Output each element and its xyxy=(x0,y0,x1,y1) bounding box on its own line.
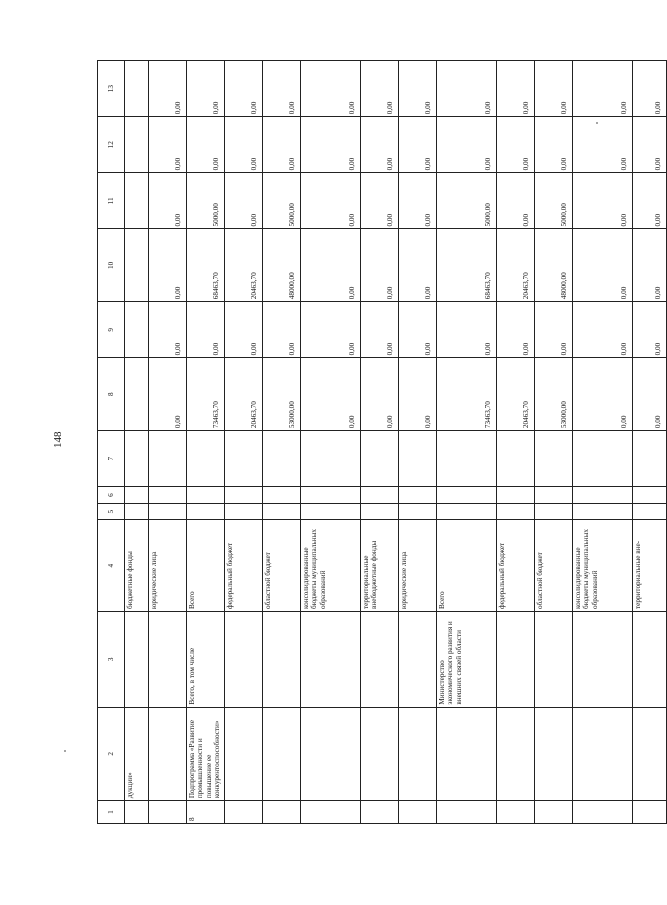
table-cell-col12: 0,00 xyxy=(225,117,263,173)
table-cell-col4: юридические лица xyxy=(149,520,187,611)
table-cell-col1 xyxy=(149,801,187,824)
table-cell-col11: 5000,00 xyxy=(437,173,497,229)
table-row xyxy=(573,61,633,824)
table-cell-col8: 0,00 xyxy=(301,358,361,431)
table-cell-col5 xyxy=(633,503,667,520)
table-cell-col12: 0,00 xyxy=(301,117,361,173)
table-cell-col6 xyxy=(535,487,573,504)
table-cell-col11: 0,00 xyxy=(225,173,263,229)
table-cell-col3 xyxy=(535,611,573,707)
table-cell-col8: 0,00 xyxy=(361,358,399,431)
table-cell-col9: 0,00 xyxy=(149,302,187,358)
table-cell-col6 xyxy=(437,487,497,504)
table-row xyxy=(535,61,573,824)
table-cell-col13: 0,00 xyxy=(573,61,633,117)
table-cell-col11: 0,00 xyxy=(399,173,437,229)
table-cell-col11 xyxy=(125,173,149,229)
table-cell-col9: 0,00 xyxy=(361,302,399,358)
col-header: 4 xyxy=(98,520,125,611)
table-cell-col1 xyxy=(437,801,497,824)
table-cell-col3 xyxy=(301,611,361,707)
page-number: 148 xyxy=(52,431,64,448)
table-cell-col12: 0,00 xyxy=(633,117,667,173)
scan-speck xyxy=(64,750,66,752)
table-row xyxy=(225,61,263,824)
table-cell-col6 xyxy=(497,487,535,504)
table-cell-col3 xyxy=(263,611,301,707)
table-cell-col7 xyxy=(361,431,399,487)
table-cell-col4: бюджетные фонды xyxy=(125,520,149,611)
table-cell-col1: 8 xyxy=(187,801,225,824)
col-header: 11 xyxy=(98,173,125,229)
table-cell-col1 xyxy=(497,801,535,824)
table-cell-col5 xyxy=(149,503,187,520)
table-cell-col13: 0,00 xyxy=(149,61,187,117)
table-cell-col5 xyxy=(361,503,399,520)
table-cell-col7 xyxy=(633,431,667,487)
col-header: 5 xyxy=(98,503,125,520)
table-cell-col4: территориальные вне- xyxy=(633,520,667,611)
table-cell-col2 xyxy=(361,707,399,801)
table-cell-col2 xyxy=(437,707,497,801)
table-cell-col10: 0,00 xyxy=(573,229,633,302)
table-cell-col10: 48000,00 xyxy=(535,229,573,302)
table-cell-col4: консолидированные бюджеты муниципальных образований xyxy=(301,520,361,611)
table-cell-col10: 20463,70 xyxy=(225,229,263,302)
header-row xyxy=(98,61,125,824)
table-cell-col6 xyxy=(125,487,149,504)
table-row xyxy=(187,61,225,824)
table-cell-col12: 0,00 xyxy=(187,117,225,173)
table-cell-col4: юридические лица xyxy=(399,520,437,611)
table-cell-col6 xyxy=(399,487,437,504)
table-cell-col3 xyxy=(149,611,187,707)
col-header: 1 xyxy=(98,801,125,824)
table-cell-col4: областной бюджет xyxy=(263,520,301,611)
table-cell-col7 xyxy=(301,431,361,487)
table-cell-col7 xyxy=(437,431,497,487)
table-cell-col8: 0,00 xyxy=(149,358,187,431)
table-cell-col2 xyxy=(149,707,187,801)
table-cell-col9: 0,00 xyxy=(497,302,535,358)
table-cell-col11: 5000,00 xyxy=(535,173,573,229)
table-cell-col6 xyxy=(149,487,187,504)
table-cell-col10: 20463,70 xyxy=(497,229,535,302)
table-cell-col4: территориальные внебюджетные фонды xyxy=(361,520,399,611)
table-cell-col4: Всего xyxy=(187,520,225,611)
table-cell-col1 xyxy=(263,801,301,824)
table-cell-col6 xyxy=(573,487,633,504)
table-cell-col2 xyxy=(225,707,263,801)
table-cell-col12: 0,00 xyxy=(263,117,301,173)
col-header: 9 xyxy=(98,302,125,358)
table-cell-col9: 0,00 xyxy=(263,302,301,358)
col-header: 10 xyxy=(98,229,125,302)
col-header: 3 xyxy=(98,611,125,707)
table-cell-col8: 20463,70 xyxy=(497,358,535,431)
table-cell-col4: консолидированные бюджеты муниципальных образований xyxy=(573,520,633,611)
table-cell-col7 xyxy=(399,431,437,487)
table-row xyxy=(301,61,361,824)
table-cell-col7 xyxy=(497,431,535,487)
table-cell-col1 xyxy=(301,801,361,824)
table-cell-col5 xyxy=(437,503,497,520)
table-row xyxy=(125,61,149,824)
table-cell-col5 xyxy=(125,503,149,520)
table-cell-col8: 73463,70 xyxy=(437,358,497,431)
table-cell-col5 xyxy=(535,503,573,520)
table-cell-col5 xyxy=(263,503,301,520)
table-row xyxy=(361,61,399,824)
table-cell-col6 xyxy=(633,487,667,504)
table-cell-col1 xyxy=(125,801,149,824)
table-cell-col12: 0,00 xyxy=(361,117,399,173)
table-cell-col3 xyxy=(573,611,633,707)
table-row xyxy=(263,61,301,824)
table-cell-col11: 0,00 xyxy=(301,173,361,229)
table-cell-col8: 73463,70 xyxy=(187,358,225,431)
table-cell-col2 xyxy=(263,707,301,801)
table-cell-col9: 0,00 xyxy=(187,302,225,358)
table-cell-col3 xyxy=(225,611,263,707)
table-cell-col13: 0,00 xyxy=(633,61,667,117)
table-cell-col8: 0,00 xyxy=(399,358,437,431)
table-cell-col4: федеральный бюджет xyxy=(225,520,263,611)
table-cell-col2 xyxy=(497,707,535,801)
table-cell-col9: 0,00 xyxy=(535,302,573,358)
table-cell-col7 xyxy=(125,431,149,487)
table-cell-col12: 0,00 xyxy=(497,117,535,173)
table-cell-col4: Всего xyxy=(437,520,497,611)
table-cell-col12: 0,00 xyxy=(573,117,633,173)
table-cell-col7 xyxy=(573,431,633,487)
table-cell-col10: 0,00 xyxy=(399,229,437,302)
table-cell-col3: Всего, в том числе xyxy=(187,611,225,707)
col-header: 12 xyxy=(98,117,125,173)
table-cell-col5 xyxy=(187,503,225,520)
table-cell-col2: дукции» xyxy=(125,707,149,801)
table-cell-col3 xyxy=(399,611,437,707)
table-row xyxy=(497,61,535,824)
table-cell-col4: федеральный бюджет xyxy=(497,520,535,611)
table-cell-col2 xyxy=(301,707,361,801)
table-cell-col10: 0,00 xyxy=(149,229,187,302)
table-cell-col1 xyxy=(361,801,399,824)
table-row xyxy=(149,61,187,824)
table-cell-col7 xyxy=(187,431,225,487)
table-cell-col9: 0,00 xyxy=(437,302,497,358)
table-cell-col8: 20463,70 xyxy=(225,358,263,431)
table-cell-col10: 0,00 xyxy=(301,229,361,302)
table-cell-col5 xyxy=(225,503,263,520)
table-cell-col6 xyxy=(361,487,399,504)
table-cell-col2: Подпрограмма «Развитие промышленности и повышение ее конкурентоспособности» xyxy=(187,707,225,801)
table-cell-col13 xyxy=(125,61,149,117)
table-cell-col12: 0,00 xyxy=(535,117,573,173)
table-cell-col13: 0,00 xyxy=(535,61,573,117)
col-header: 7 xyxy=(98,431,125,487)
table-cell-col10: 68463,70 xyxy=(437,229,497,302)
budget-table xyxy=(97,60,667,824)
table-cell-col10: 68463,70 xyxy=(187,229,225,302)
table-cell-col1 xyxy=(225,801,263,824)
table-row xyxy=(633,61,667,824)
table-cell-col6 xyxy=(187,487,225,504)
table-cell-col8: 0,00 xyxy=(573,358,633,431)
table-cell-col5 xyxy=(399,503,437,520)
table-cell-col12: 0,00 xyxy=(399,117,437,173)
table-cell-col13: 0,00 xyxy=(301,61,361,117)
table-cell-col3 xyxy=(361,611,399,707)
table-cell-col6 xyxy=(225,487,263,504)
table-cell-col12 xyxy=(125,117,149,173)
table-cell-col10: 0,00 xyxy=(361,229,399,302)
table-cell-col11: 0,00 xyxy=(149,173,187,229)
table-cell-col3 xyxy=(125,611,149,707)
table-cell-col5 xyxy=(573,503,633,520)
table-cell-col8 xyxy=(125,358,149,431)
table-cell-col9: 0,00 xyxy=(573,302,633,358)
table-cell-col11: 5000,00 xyxy=(263,173,301,229)
col-header: 6 xyxy=(98,487,125,504)
table-cell-col1 xyxy=(399,801,437,824)
rotated-table-container xyxy=(97,60,662,824)
table-cell-col3 xyxy=(633,611,667,707)
table-cell-col2 xyxy=(535,707,573,801)
table-cell-col8: 0,00 xyxy=(633,358,667,431)
table-cell-col11: 0,00 xyxy=(497,173,535,229)
table-cell-col3: Министерство экономического развития и внешних связей области xyxy=(437,611,497,707)
table-cell-col12: 0,00 xyxy=(437,117,497,173)
table-cell-col2 xyxy=(633,707,667,801)
table-cell-col3 xyxy=(497,611,535,707)
table-cell-col7 xyxy=(149,431,187,487)
table-cell-col9 xyxy=(125,302,149,358)
table-cell-col6 xyxy=(263,487,301,504)
table-cell-col1 xyxy=(573,801,633,824)
table-cell-col11: 0,00 xyxy=(573,173,633,229)
table-cell-col9: 0,00 xyxy=(399,302,437,358)
table-cell-col13: 0,00 xyxy=(225,61,263,117)
table-cell-col13: 0,00 xyxy=(437,61,497,117)
table-cell-col8: 53000,00 xyxy=(263,358,301,431)
table-cell-col5 xyxy=(497,503,535,520)
table-cell-col5 xyxy=(301,503,361,520)
table-cell-col10: 48000,00 xyxy=(263,229,301,302)
table-cell-col13: 0,00 xyxy=(399,61,437,117)
table-cell-col9: 0,00 xyxy=(301,302,361,358)
table-cell-col12: 0,00 xyxy=(149,117,187,173)
table-cell-col8: 53000,00 xyxy=(535,358,573,431)
table-cell-col10 xyxy=(125,229,149,302)
col-header: 13 xyxy=(98,61,125,117)
table-cell-col1 xyxy=(633,801,667,824)
table-cell-col7 xyxy=(535,431,573,487)
table-cell-col2 xyxy=(573,707,633,801)
table-cell-col9: 0,00 xyxy=(633,302,667,358)
table-cell-col4: областной бюджет xyxy=(535,520,573,611)
table-cell-col9: 0,00 xyxy=(225,302,263,358)
col-header: 8 xyxy=(98,358,125,431)
table-cell-col13: 0,00 xyxy=(187,61,225,117)
table-cell-col11: 0,00 xyxy=(361,173,399,229)
table-cell-col6 xyxy=(301,487,361,504)
table-row xyxy=(399,61,437,824)
table-cell-col10: 0,00 xyxy=(633,229,667,302)
col-header: 2 xyxy=(98,707,125,801)
table-cell-col7 xyxy=(225,431,263,487)
table-cell-col7 xyxy=(263,431,301,487)
table-cell-col13: 0,00 xyxy=(361,61,399,117)
table-body xyxy=(125,61,667,824)
table-cell-col11: 0,00 xyxy=(633,173,667,229)
table-cell-col11: 5000,00 xyxy=(187,173,225,229)
table-row xyxy=(437,61,497,824)
table-cell-col1 xyxy=(535,801,573,824)
table-cell-col2 xyxy=(399,707,437,801)
table-cell-col13: 0,00 xyxy=(263,61,301,117)
table-cell-col13: 0,00 xyxy=(497,61,535,117)
